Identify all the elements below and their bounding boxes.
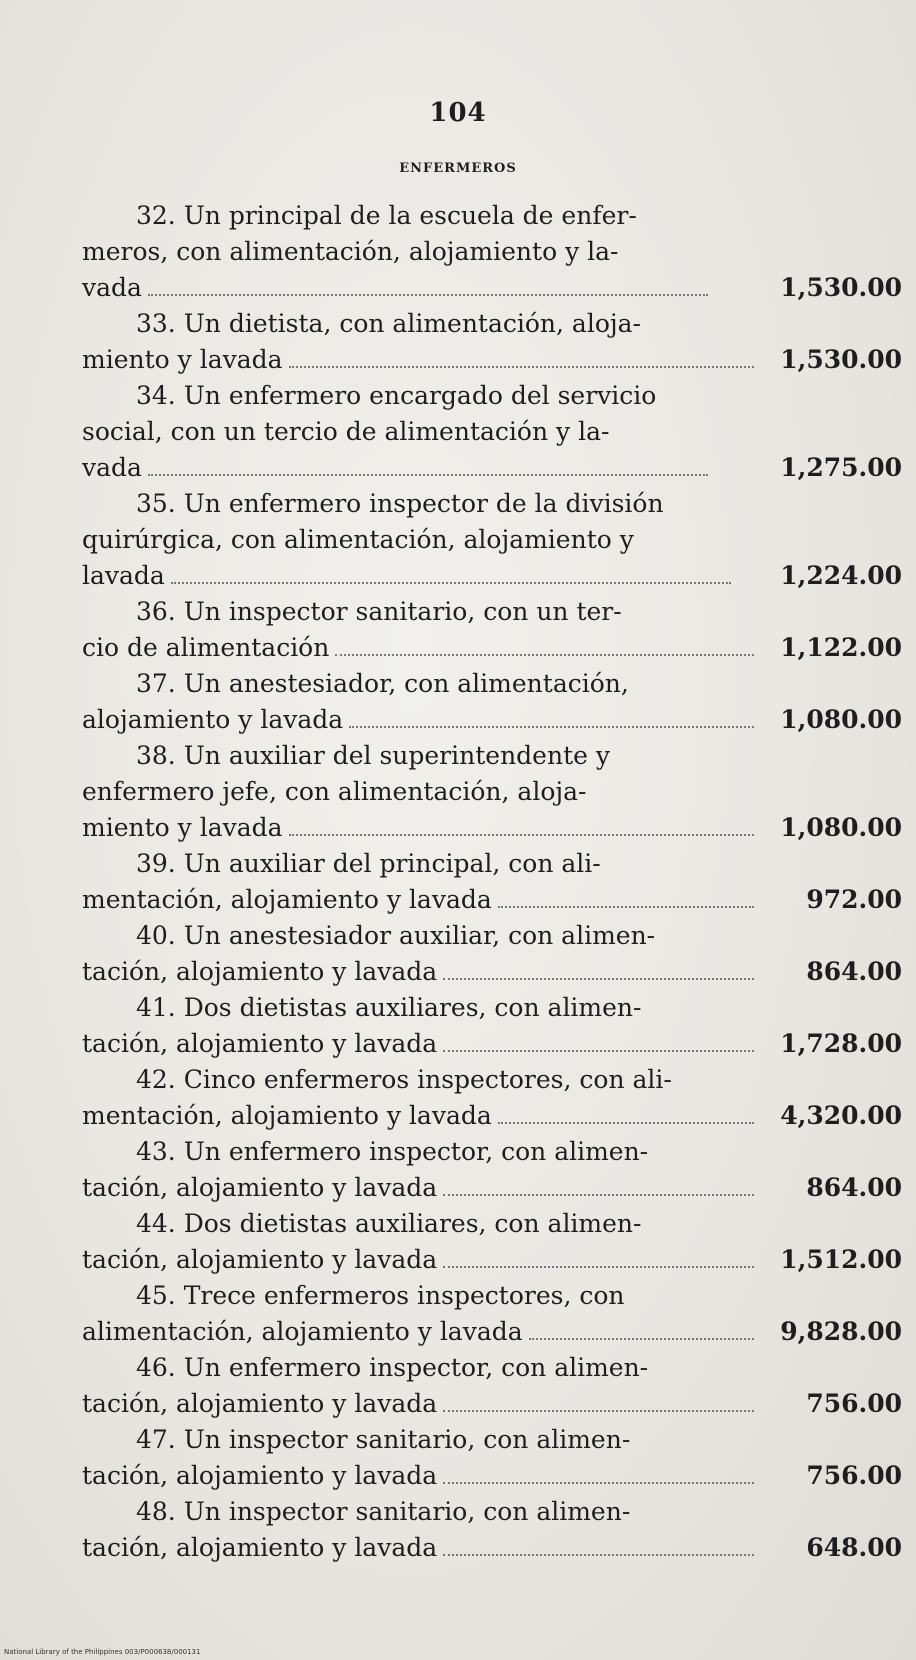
entry-line: 46. Un enfermero inspector, con alimen-	[136, 1353, 649, 1382]
dot-leader	[498, 1121, 754, 1124]
dot-leader	[443, 1049, 754, 1052]
entry-amount: 864.00	[806, 1173, 902, 1202]
entry-line: 33. Un dietista, con alimentación, aloja-	[136, 309, 641, 338]
budget-entry	[82, 1278, 902, 1350]
dot-leader	[349, 725, 754, 728]
dot-leader	[148, 473, 708, 476]
entry-line-end: vada	[82, 453, 142, 482]
budget-entry	[82, 378, 902, 486]
entry-last-line	[82, 630, 902, 666]
entry-line: 39. Un auxiliar del principal, con ali-	[136, 849, 601, 878]
entry-line: 34. Un enfermero encargado del servicio	[136, 381, 657, 410]
entry-last-line	[82, 1170, 902, 1206]
entry-line: 32. Un principal de la escuela de enfer-	[136, 201, 637, 230]
entry-line: meros, con alimentación, alojamiento y la-	[82, 237, 619, 266]
entry-line: 38. Un auxiliar del superintendente y	[136, 741, 610, 770]
entry-line-end: miento y lavada	[82, 813, 283, 842]
budget-entry	[82, 594, 902, 666]
entry-line-end: tación, alojamiento y lavada	[82, 1029, 438, 1058]
entry-last-line	[82, 342, 902, 378]
entry-line-end: alimentación, alojamiento y lavada	[82, 1317, 523, 1346]
entry-last-line	[82, 954, 902, 990]
entry-amount: 756.00	[806, 1461, 902, 1490]
entry-amount: 4,320.00	[780, 1101, 902, 1130]
entry-line: 41. Dos dietistas auxiliares, con alimen-	[136, 993, 642, 1022]
dot-leader	[498, 905, 754, 908]
budget-entry	[82, 918, 902, 990]
entry-line: 45. Trece enfermeros inspectores, con	[136, 1281, 625, 1310]
entry-line: 43. Un enfermero inspector, con alimen-	[136, 1137, 649, 1166]
budget-entry	[82, 666, 902, 738]
entry-amount: 1,512.00	[780, 1245, 902, 1274]
budget-entry	[82, 1134, 902, 1206]
dot-leader	[529, 1337, 754, 1340]
budget-entry	[82, 1494, 902, 1566]
dot-leader	[443, 1265, 754, 1268]
dot-leader	[443, 1553, 754, 1556]
entry-line-end: tación, alojamiento y lavada	[82, 1245, 438, 1274]
entry-line: enfermero jefe, con alimentación, aloja-	[82, 777, 587, 806]
entry-line-end: tación, alojamiento y lavada	[82, 1389, 438, 1418]
dot-leader	[289, 365, 754, 368]
entry-line: social, con un tercio de alimentación y la-	[82, 417, 610, 446]
entry-last-line	[82, 810, 902, 846]
entry-amount: 972.00	[806, 885, 902, 914]
entry-amount: 1,530.00	[780, 273, 902, 302]
entry-line-end: tación, alojamiento y lavada	[82, 1533, 438, 1562]
entry-line-end: tación, alojamiento y lavada	[82, 1461, 438, 1490]
entry-last-line	[82, 1098, 902, 1134]
entry-line: quirúrgica, con alimentación, alojamiento y	[82, 525, 634, 554]
entry-amount: 1,080.00	[780, 813, 902, 842]
page-number: 104	[429, 98, 487, 128]
entry-amount: 1,080.00	[780, 705, 902, 734]
dot-leader	[443, 1193, 754, 1196]
budget-entry	[82, 1062, 902, 1134]
entry-last-line	[82, 1242, 902, 1278]
dot-leader	[171, 581, 731, 584]
entry-line-end: mentación, alojamiento y lavada	[82, 1101, 492, 1130]
entry-line-end: tación, alojamiento y lavada	[82, 1173, 438, 1202]
entry-amount: 1,122.00	[780, 633, 902, 662]
entry-last-line	[82, 270, 902, 306]
dot-leader	[443, 977, 754, 980]
entry-last-line	[82, 1458, 902, 1494]
entry-line-end: cio de alimentación	[82, 633, 330, 662]
entry-last-line	[82, 1530, 902, 1566]
budget-entry	[82, 846, 902, 918]
entry-line-end: mentación, alojamiento y lavada	[82, 885, 492, 914]
entry-amount: 1,275.00	[780, 453, 902, 482]
entry-last-line	[82, 1314, 902, 1350]
entry-amount: 1,530.00	[780, 345, 902, 374]
dot-leader	[443, 1481, 754, 1484]
entry-line-end: miento y lavada	[82, 345, 283, 374]
source-footer: National Library of the Philippines 003/P000638/000131	[4, 1648, 201, 1656]
budget-entry	[82, 738, 902, 846]
dot-leader	[148, 293, 708, 296]
entry-line: 44. Dos dietistas auxiliares, con alimen-	[136, 1209, 642, 1238]
entry-line: 48. Un inspector sanitario, con alimen-	[136, 1497, 631, 1526]
entry-last-line	[82, 1386, 902, 1422]
dot-leader	[335, 653, 754, 656]
entry-amount: 756.00	[806, 1389, 902, 1418]
entry-amount: 1,224.00	[780, 561, 902, 590]
entry-line: 47. Un inspector sanitario, con alimen-	[136, 1425, 631, 1454]
entry-amount: 864.00	[806, 957, 902, 986]
budget-entry	[82, 990, 902, 1062]
dot-leader	[443, 1409, 754, 1412]
entry-line-end: alojamiento y lavada	[82, 705, 344, 734]
budget-entry	[82, 486, 902, 594]
entry-last-line	[82, 702, 902, 738]
entry-line: 40. Un anestesiador auxiliar, con alimen-	[136, 921, 656, 950]
entry-amount: 9,828.00	[780, 1317, 902, 1346]
entry-line-end: lavada	[82, 561, 165, 590]
budget-entry	[82, 1422, 902, 1494]
entry-last-line	[82, 450, 902, 486]
budget-entry	[82, 198, 902, 306]
entry-amount: 1,728.00	[780, 1029, 902, 1058]
budget-entry-list	[82, 198, 902, 1566]
dot-leader	[289, 833, 754, 836]
entry-line: 35. Un enfermero inspector de la división	[136, 489, 664, 518]
entry-line: 36. Un inspector sanitario, con un ter-	[136, 597, 622, 626]
budget-entry	[82, 306, 902, 378]
budget-entry	[82, 1206, 902, 1278]
entry-last-line	[82, 1026, 902, 1062]
entry-last-line	[82, 558, 902, 594]
entry-line: 37. Un anestesiador, con alimentación,	[136, 669, 629, 698]
entry-line-end: vada	[82, 273, 142, 302]
entry-line: 42. Cinco enfermeros inspectores, con ali-	[136, 1065, 672, 1094]
budget-entry	[82, 1350, 902, 1422]
entry-amount: 648.00	[806, 1533, 902, 1562]
entry-line-end: tación, alojamiento y lavada	[82, 957, 438, 986]
entry-last-line	[82, 882, 902, 918]
section-title: ENFERMEROS	[399, 161, 517, 176]
